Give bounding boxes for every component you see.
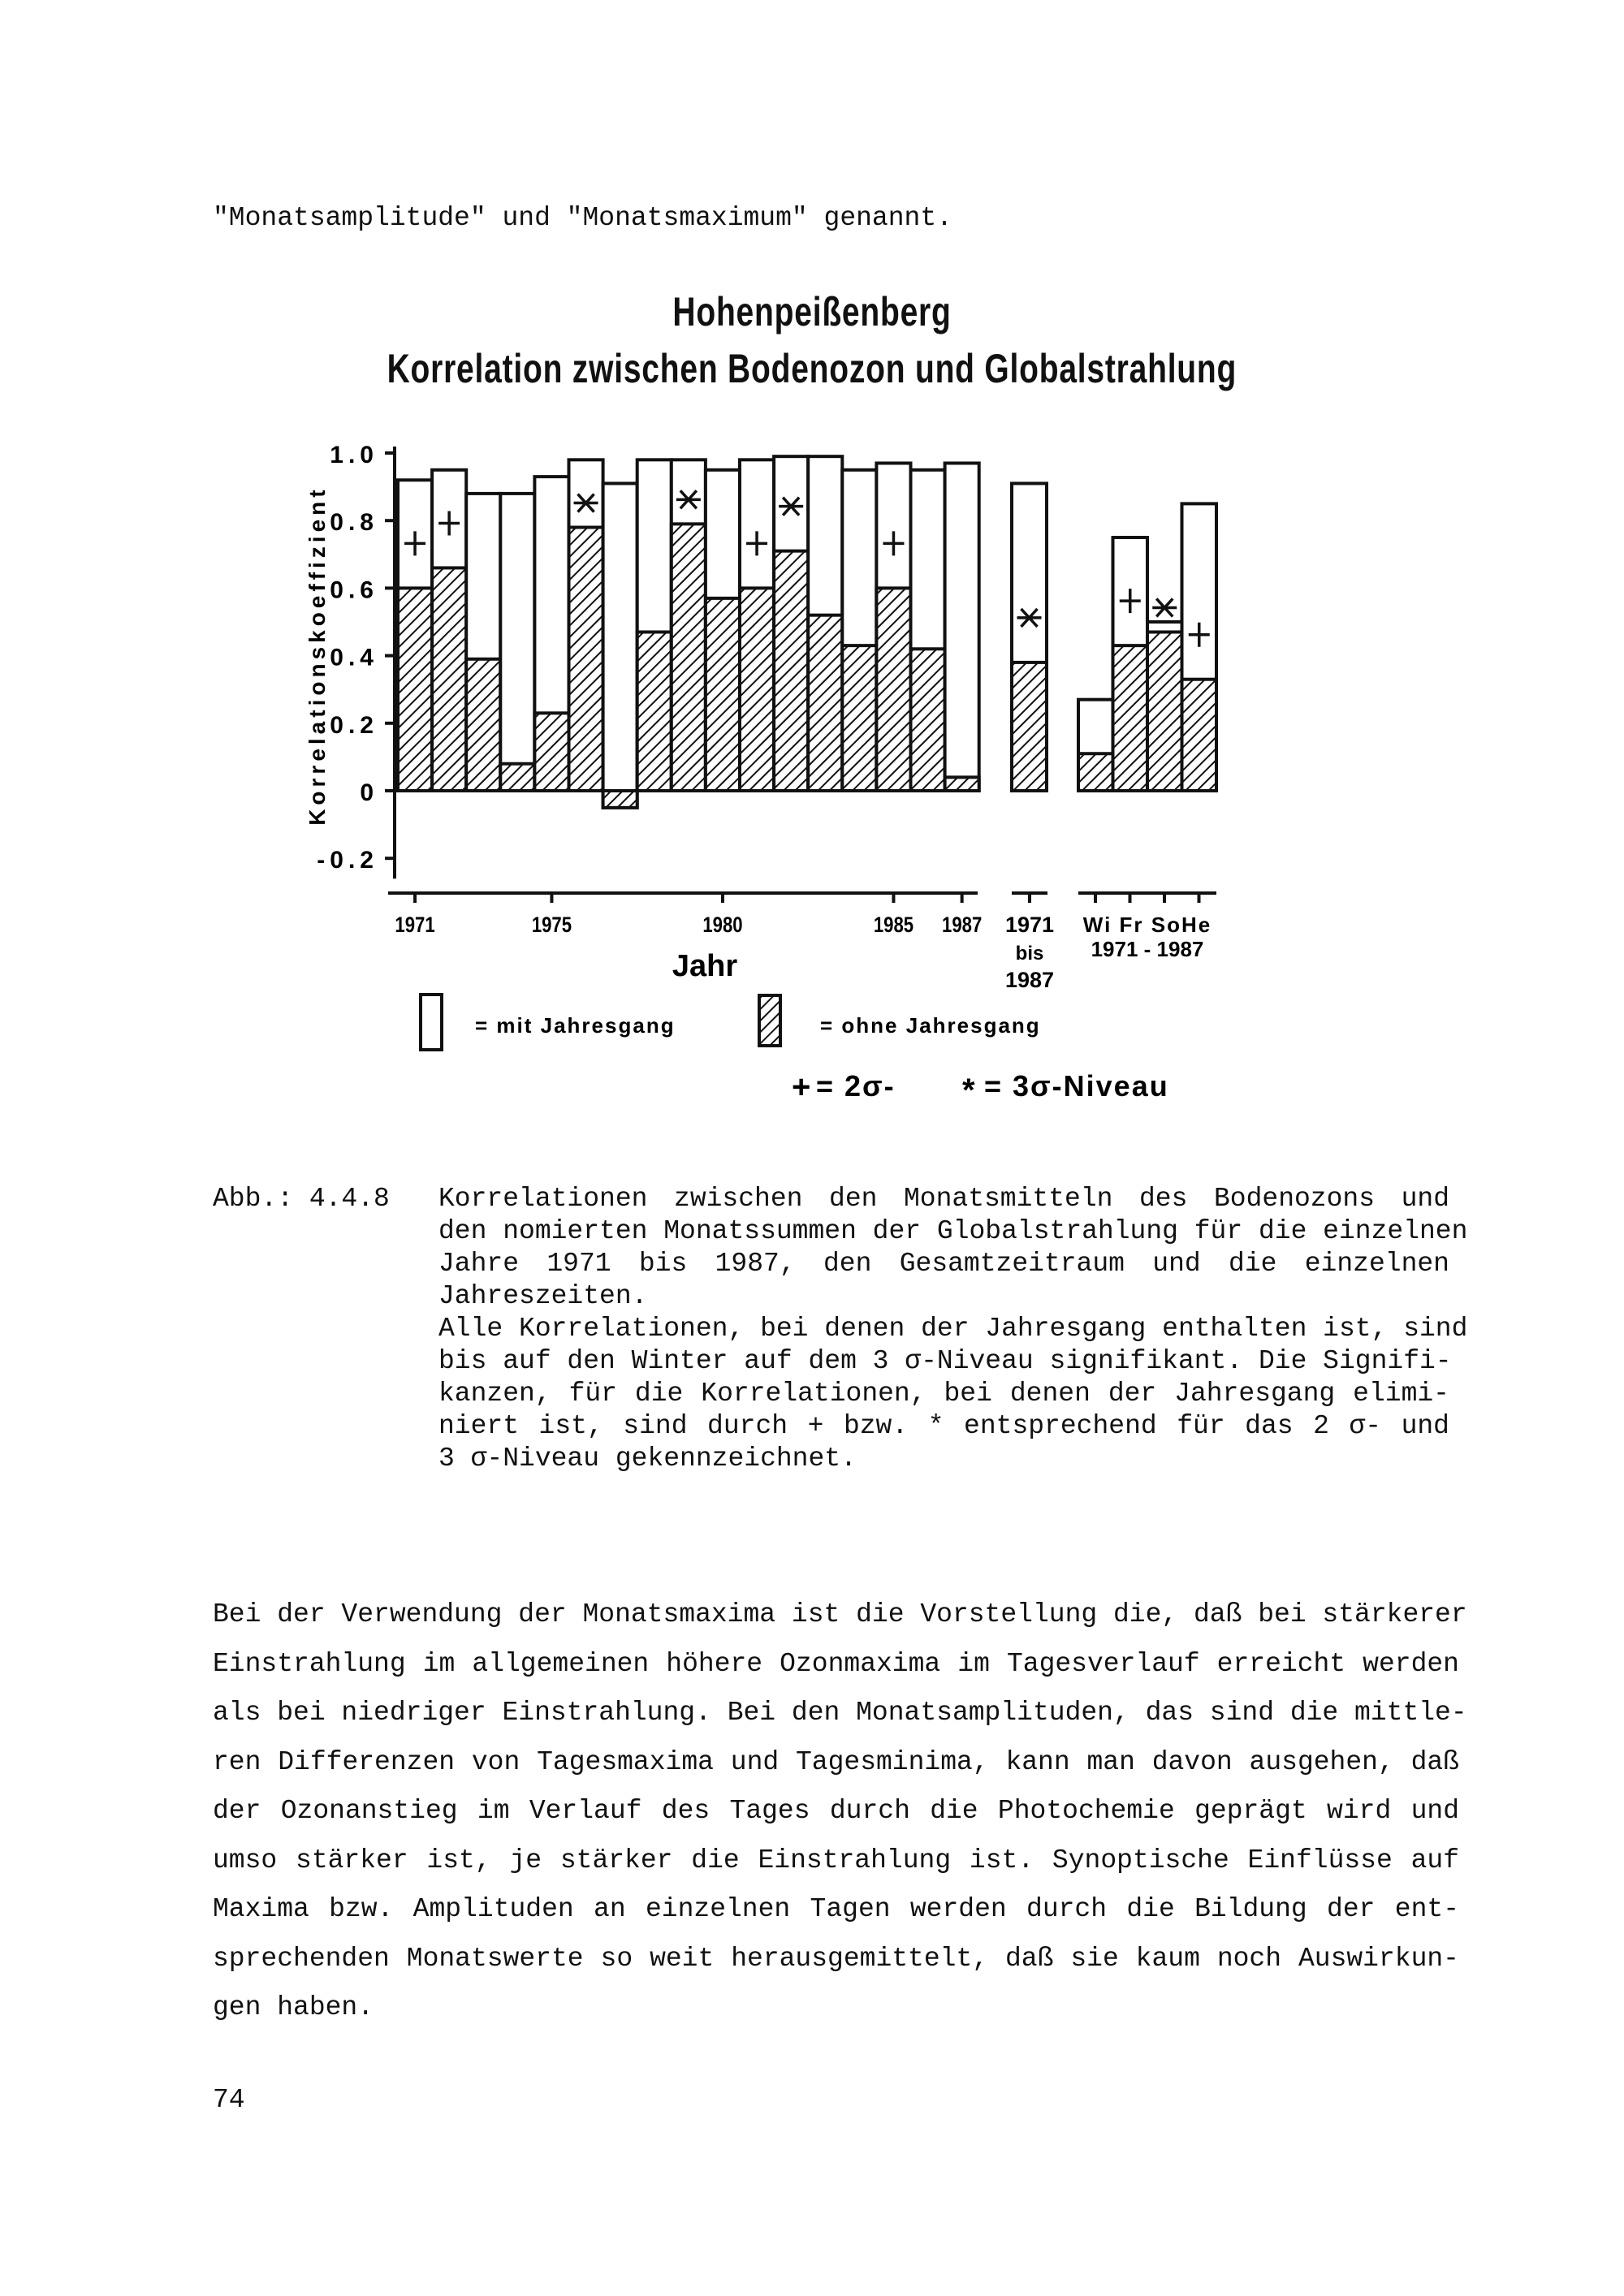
bar-ohne-jahresgang (637, 632, 672, 791)
y-tick-label: -0.2 (317, 847, 378, 874)
bar-ohne-jahresgang (398, 588, 432, 791)
bar-ohne-jahresgang (466, 659, 500, 791)
x-axis-label: Jahr (672, 949, 738, 983)
x-tick-label: 1985 (873, 913, 914, 938)
bar-ohne-jahresgang (603, 791, 637, 808)
bar-ohne-jahresgang (740, 588, 774, 791)
body-line: Einstrahlung im allgemeinen höhere Ozonmaxima im Tagesverlauf erreicht werden (213, 1648, 1459, 1679)
significance-3sigma-marker (1152, 598, 1177, 616)
caption-line: 3 σ-Niveau gekennzeichnet. (438, 1444, 857, 1474)
bar-ohne-jahresgang (1147, 632, 1182, 791)
caption-line: Jahre 1971 bis 1987, den Gesamtzeitraum und die einzelnen (438, 1249, 1449, 1279)
legend-symbol-2sigma: + (792, 1069, 811, 1105)
x-tick-label-seasons: 1971 - 1987 (1091, 937, 1204, 961)
bar-mit-jahresgang (945, 463, 979, 791)
bar-ohne-jahresgang (1078, 753, 1113, 791)
y-tick-label: 0 (360, 779, 378, 806)
caption-line: Jahreszeiten. (438, 1281, 648, 1311)
bar-ohne-jahresgang (876, 588, 910, 791)
chart-title-text-1: Hohenpeißenberg (672, 289, 952, 334)
x-tick-label: 1980 (702, 913, 743, 938)
body-line: Bei der Verwendung der Monatsmaxima ist die Vorstellung die, daß bei stärkerer (213, 1599, 1467, 1629)
legend-label-ohne: = ohne Jahresgang (820, 1013, 1041, 1038)
x-tick-label-seasons: Wi Fr SoHe (1082, 913, 1212, 937)
caption-line: Korrelationen zwischen den Monatsmitteln des Bodenozons und (438, 1184, 1449, 1214)
body-line: der Ozonanstieg im Verlauf des Tages durch die Photochemie geprägt wird und (213, 1796, 1459, 1826)
caption-line: den nomierten Monatssummen der Globalstrahlung für die einzelnen (438, 1216, 1468, 1246)
bar-ohne-jahresgang (808, 615, 842, 791)
bar-ohne-jahresgang (911, 649, 945, 791)
figure-label: Abb.: 4.4.8 (213, 1184, 390, 1214)
y-tick-label: 0.4 (330, 644, 378, 671)
bar-ohne-jahresgang (1182, 680, 1217, 791)
bar-ohne-jahresgang (432, 568, 466, 791)
bar-ohne-jahresgang (534, 713, 568, 791)
y-tick-label: 1.0 (330, 442, 378, 468)
bar-ohne-jahresgang (569, 528, 603, 791)
body-line: sprechenden Monatswerte so weit herausgemittelt, daß sie kaum noch Auswirkun- (213, 1943, 1459, 1974)
bar-ohne-jahresgang (672, 524, 706, 791)
bar-ohne-jahresgang (500, 764, 534, 791)
body-line: ren Differenzen von Tagesmaxima und Tagesminima, kann man davon ausgehen, daß (213, 1746, 1459, 1777)
x-tick-label: 1971 (395, 913, 435, 938)
intro-line: "Monatsamplitude" und "Monatsmaximum" genannt. (213, 203, 952, 233)
body-line: gen haben. (213, 1992, 374, 2022)
bar-ohne-jahresgang (706, 598, 740, 791)
legend-swatch-ohne (759, 995, 780, 1046)
y-tick-label: 0.2 (330, 711, 378, 739)
bar-ohne-jahresgang (1012, 662, 1047, 791)
y-axis-label: Korrelationskoeffizient (304, 486, 330, 826)
legend-symbol-3sigma: * (962, 1072, 975, 1108)
y-tick-label: 0.8 (330, 509, 378, 537)
caption-line: niert ist, sind durch + bzw. * entsprechend für das 2 σ- und (438, 1411, 1449, 1441)
body-line: umso stärker ist, je stärker die Einstrahlung ist. Synoptische Einflüsse auf (213, 1845, 1459, 1875)
bar-ohne-jahresgang (945, 777, 979, 791)
bar-ohne-jahresgang (774, 551, 808, 791)
x-tick-label: 1987 (942, 913, 983, 938)
caption-line: kanzen, für die Korrelationen, bei denen der Jahresgang elimi- (438, 1379, 1449, 1409)
y-tick-label: 0.6 (330, 576, 378, 604)
bar-ohne-jahresgang (1113, 645, 1148, 791)
x-tick-label-total: 1987 (1004, 968, 1055, 992)
chart-title-text-2: Korrelation zwischen Bodenozon und Globalstrahlung (387, 346, 1237, 391)
page-number: 74 (213, 2085, 245, 2115)
legend-label-2sigma: = 2σ- (816, 1069, 896, 1103)
x-tick-label-total: bis (1015, 943, 1044, 965)
x-tick-label: 1975 (531, 913, 572, 938)
body-line: Maxima bzw. Amplituden an einzelnen Tagen werden durch die Bildung der ent- (213, 1894, 1459, 1924)
body-line: als bei niedriger Einstrahlung. Bei den Monatsamplituden, das sind die mittle- (213, 1698, 1467, 1728)
caption-line: Alle Korrelationen, bei denen der Jahresgang enthalten ist, sind (438, 1314, 1468, 1344)
bar-mit-jahresgang (500, 494, 534, 791)
legend-label-mit: = mit Jahresgang (475, 1013, 676, 1038)
x-tick-label-total: 1971 (1004, 913, 1055, 937)
legend-swatch-mit (421, 995, 442, 1050)
caption-line: bis auf den Winter auf dem 3 σ-Niveau signifikant. Die Signifi- (438, 1346, 1452, 1376)
bar-ohne-jahresgang (842, 645, 876, 791)
bar-mit-jahresgang (603, 483, 637, 807)
legend-label-3sigma: = 3σ-Niveau (984, 1069, 1169, 1103)
